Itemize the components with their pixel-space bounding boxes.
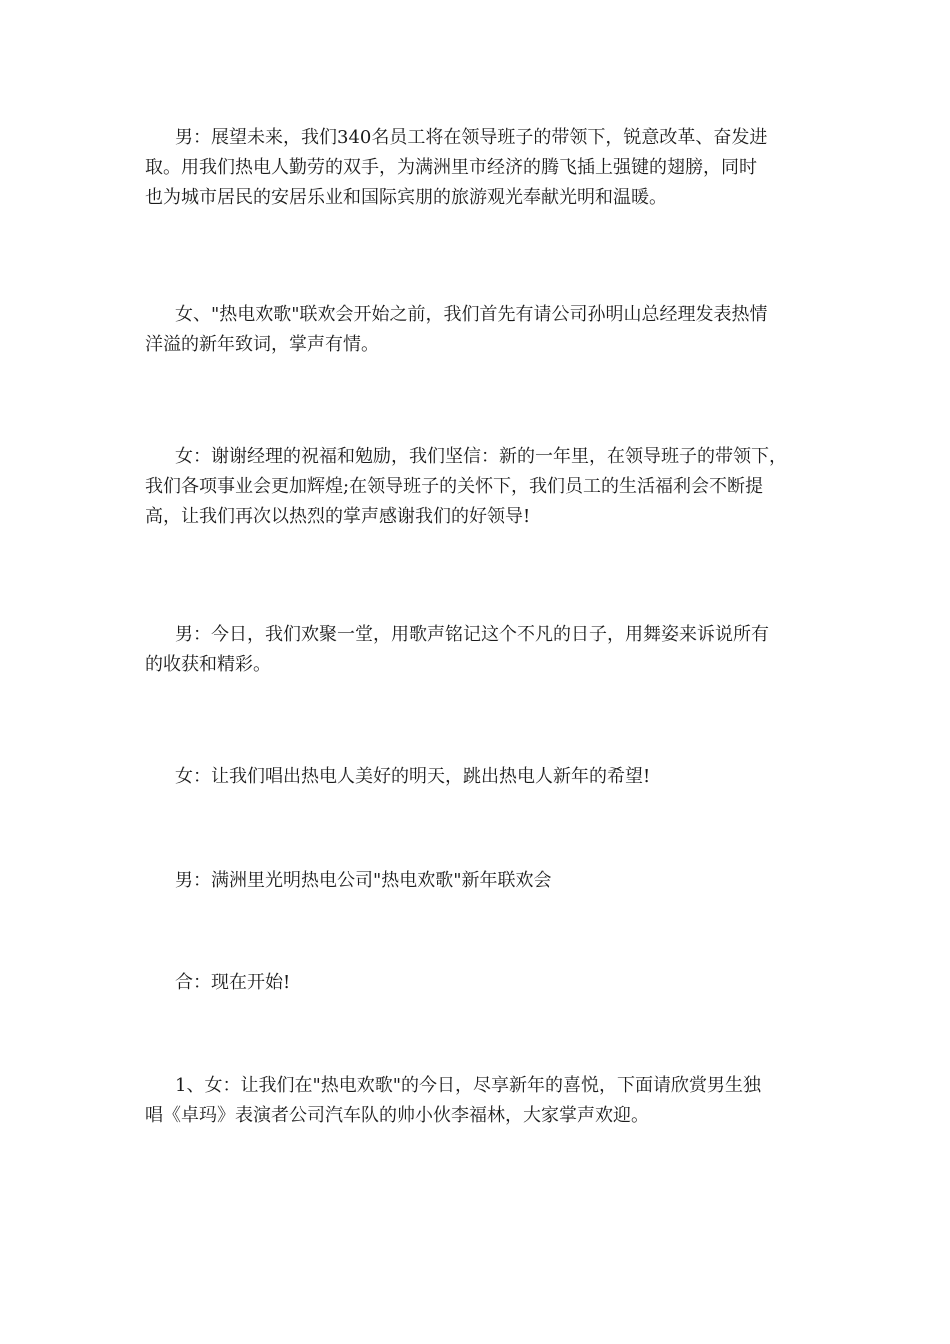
paragraph-program-1 [145,1071,815,1131]
text-line: 高，让我们再次以热烈的掌声感谢我们的好领导! [145,506,531,527]
text-line: 男：展望未来，我们340名员工将在领导班子的带领下，锐意改革、奋发进 [175,127,768,148]
paragraph-together-start [145,968,815,998]
paragraph-male-event-name [145,866,815,896]
paragraph-female-sing [145,762,815,792]
paragraph-male-gathering [145,620,815,680]
text-line: 唱《卓玛》表演者公司汽车队的帅小伙李福林，大家掌声欢迎。 [145,1105,649,1126]
text-line: 洋溢的新年致词，掌声有情。 [145,334,379,355]
text-line: 女：谢谢经理的祝福和勉励，我们坚信：新的一年里，在领导班子的带领下， [175,446,787,467]
text-line: 也为城市居民的安居乐业和国际宾朋的旅游观光奉献光明和温暖。 [145,187,667,208]
text-line: 女：让我们唱出热电人美好的明天，跳出热电人新年的希望! [175,766,651,787]
text-line: 男：今日，我们欢聚一堂，用歌声铭记这个不凡的日子，用舞姿来诉说所有 [175,624,769,645]
paragraph-female-thanks [145,442,815,532]
paragraph-male-outlook [145,123,815,213]
text-line: 合：现在开始! [175,972,291,993]
text-line: 取。用我们热电人勤劳的双手，为满洲里市经济的腾飞插上强键的翅膀，同时 [145,157,757,178]
text-line: 的收获和精彩。 [145,654,271,675]
text-line: 女、"热电欢歌"联欢会开始之前，我们首先有请公司孙明山总经理发表热情 [175,304,768,325]
paragraph-female-intro-speech [145,300,815,360]
text-line: 男：满洲里光明热电公司"热电欢歌"新年联欢会 [175,870,552,891]
text-line: 我们各项事业会更加辉煌;在领导班子的关怀下，我们员工的生活福利会不断提 [145,476,764,497]
text-line: 1、女：让我们在"热电欢歌"的今日，尽享新年的喜悦，下面请欣赏男生独 [175,1075,762,1096]
